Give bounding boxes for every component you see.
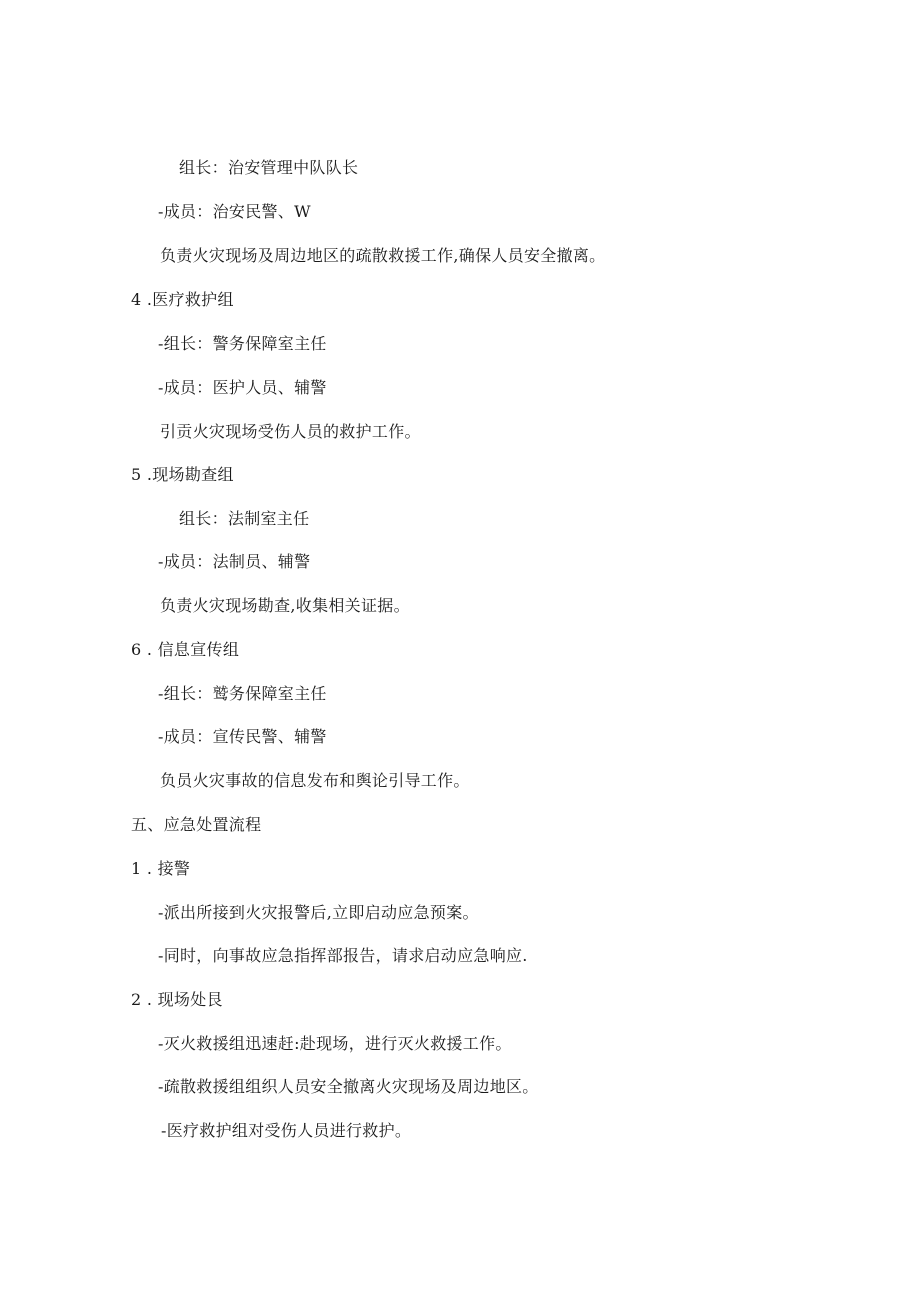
text-line-onsite-step-2: -疏散救援组组织人员安全撤离火灾现场及周边地区。 xyxy=(158,1077,539,1096)
text-line-alarm-step-1: -派出所接到火灾报警后,立即启动应急预案。 xyxy=(158,903,479,922)
text-line-members-investigation: -成员：法制员、辅警 xyxy=(158,552,311,571)
section-heading-alarm: 1 . 接警 xyxy=(131,859,191,878)
section-heading-onsite: 2 . 现场处艮 xyxy=(131,990,223,1009)
text-line-leader-publicity: -组长：鹫务保障室主任 xyxy=(158,684,327,703)
text-line-members-medical: -成员：医护人员、辅警 xyxy=(158,378,327,397)
section-heading-publicity: 6 . 信息宣传组 xyxy=(131,640,240,659)
text-line-leader-medical: -组长：警务保障室主任 xyxy=(158,334,327,353)
text-line-leader-security: 组长：治安管理中队队长 xyxy=(179,158,359,177)
chapter-heading-procedure: 五、应急处置流程 xyxy=(131,815,262,834)
section-heading-medical: 4 .医疗救护组 xyxy=(131,290,234,309)
text-line-evacuation-duty: 负责火灾现场及周边地区的疏散救援工作,确保人员安全撤离。 xyxy=(160,246,606,265)
text-line-onsite-step-1: -灭火救援组迅速赶:赴现场，进行灭火救援工作。 xyxy=(158,1034,512,1053)
text-line-publicity-duty: 负员火灾事故的信息发布和舆论引导工作。 xyxy=(160,771,470,790)
text-line-investigation-duty: 负责火灾现场勘查,收集相关证据。 xyxy=(160,596,410,615)
text-line-leader-investigation: 组长：法制室主任 xyxy=(179,509,310,528)
section-heading-investigation: 5 .现场勘查组 xyxy=(131,465,234,484)
text-line-onsite-step-3: -医疗救护组对受伤人员进行救护。 xyxy=(161,1121,412,1140)
text-line-medical-duty: 引贡火灾现场受伤人员的救护工作。 xyxy=(160,422,421,441)
text-line-members-publicity: -成员：宣传民警、辅警 xyxy=(158,727,327,746)
text-line-alarm-step-2: -同时，向事故应急指挥部报告，请求启动应急响应. xyxy=(158,946,528,965)
text-line-members-security: -成员：治安民警、W xyxy=(158,202,311,221)
